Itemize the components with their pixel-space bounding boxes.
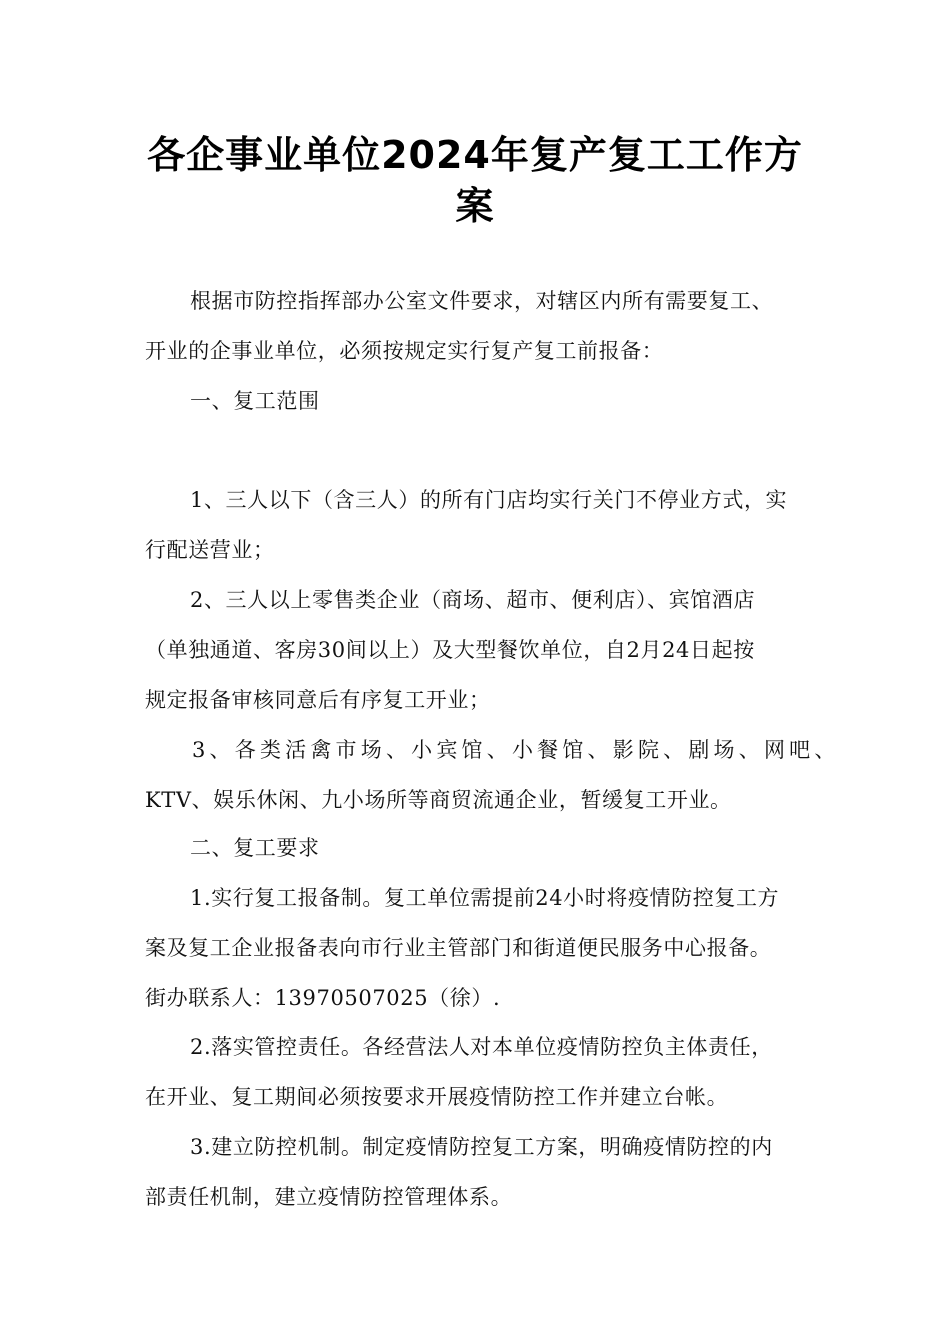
- requirement-3-line-2: 部责任机制，建立疫情防控管理体系。: [145, 1185, 513, 1209]
- requirement-2-line-2: 在开业、复工期间必须按要求开展疫情防控工作并建立台帐。: [145, 1085, 729, 1109]
- requirement-1-line-1: 1.实行复工报备制。复工单位需提前24小时将疫情防控复工方: [190, 886, 780, 910]
- scope-item-2-line-3: 规定报备审核同意后有序复工开业；: [145, 688, 491, 712]
- requirement-1-line-3: 街办联系人：13970507025（徐）.: [145, 986, 501, 1010]
- document-title-line-1: 各企事业单位2024年复产复工工作方: [147, 133, 803, 177]
- scope-item-2-line-2: （单独通道、客房30间以上）及大型餐饮单位，自2月24日起按: [145, 638, 755, 662]
- scope-item-3-line-1: 3、各类活禽市场、小宾馆、小餐馆、影院、剧场、网吧、: [192, 738, 840, 762]
- scope-item-3-line-2: KTV、娱乐休闲、九小场所等商贸流通企业，暂缓复工开业。: [145, 788, 732, 812]
- requirement-1-line-2: 案及复工企业报备表向市行业主管部门和街道便民服务中心报备。: [145, 936, 772, 960]
- requirement-3-line-1: 3.建立防控机制。制定疫情防控复工方案，明确疫情防控的内: [190, 1135, 773, 1159]
- scope-item-2-line-1: 2、三人以上零售类企业（商场、超市、便利店）、宾馆酒店: [190, 588, 756, 612]
- intro-paragraph-line-1: 根据市防控指挥部办公室文件要求，对辖区内所有需要复工、: [190, 289, 774, 313]
- intro-paragraph-line-2: 开业的企事业单位，必须按规定实行复产复工前报备：: [145, 339, 664, 363]
- section-heading-requirements: 二、复工要求: [190, 836, 320, 860]
- requirement-2-line-1: 2.落实管控责任。各经营法人对本单位疫情防控负主体责任，: [190, 1035, 773, 1059]
- scope-item-1-line-2: 行配送营业；: [145, 538, 275, 562]
- document-title-line-2: 案: [455, 184, 495, 228]
- scope-item-1-line-1: 1、三人以下（含三人）的所有门店均实行关门不停业方式，实: [190, 488, 788, 512]
- section-heading-scope: 一、复工范围: [190, 389, 320, 413]
